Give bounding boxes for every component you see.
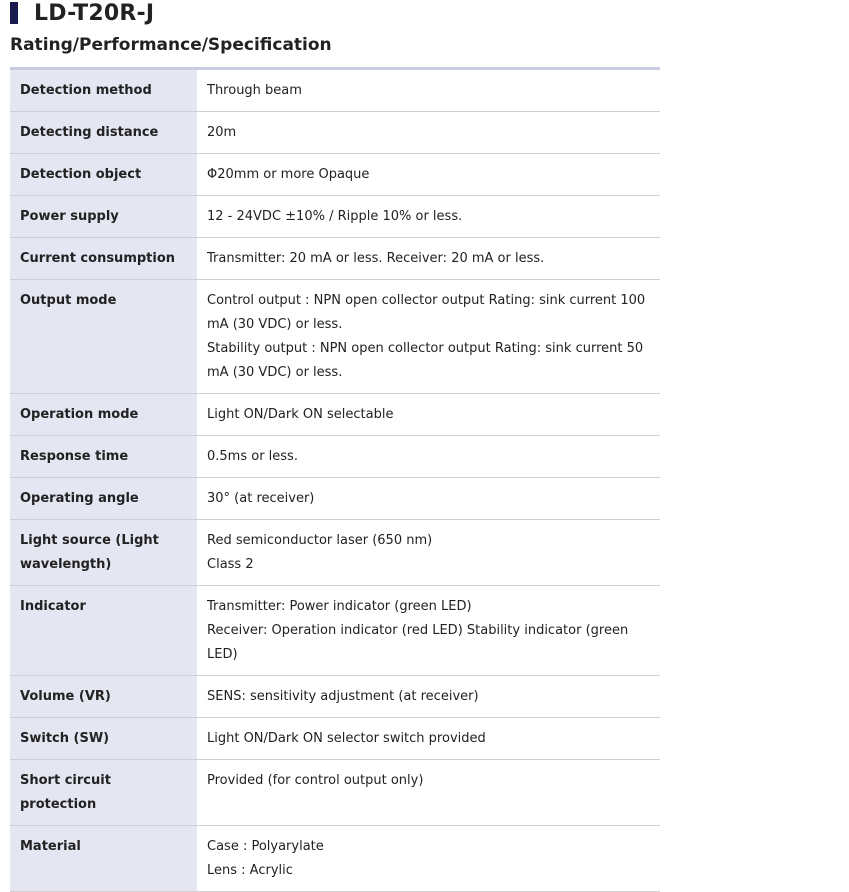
spec-table [10,67,660,892]
spec-value-line: Case : Polyarylate [207,839,324,854]
spec-label: Indicator [10,586,197,676]
table-row [10,718,660,760]
spec-value-line: Red semiconductor laser (650 nm) [207,533,433,548]
spec-label: Current consumption [10,238,197,280]
spec-value-line: 30° (at receiver) [207,491,315,506]
spec-value [197,586,660,676]
spec-value [197,826,660,892]
section-title: Rating/Performance/Specification [10,35,332,55]
spec-value [197,676,660,718]
spec-value-line: Through beam [207,83,302,98]
spec-value [197,478,660,520]
spec-value [197,238,660,280]
spec-label: Operating angle [10,478,197,520]
spec-label: Switch (SW) [10,718,197,760]
table-row [10,760,660,826]
table-row [10,196,660,238]
spec-value [197,520,660,586]
table-row [10,826,660,892]
product-title: LD-T20R-J [34,0,155,26]
spec-value [197,69,660,112]
spec-label: Output mode [10,280,197,394]
spec-value-line: Stability output : NPN open collector output Rating: sink current 50 mA (30 VDC) or less. [207,341,644,380]
spec-value-line: Transmitter: 20 mA or less. Receiver: 20 mA or less. [207,251,545,266]
spec-value-line: SENS: sensitivity adjustment (at receiver) [207,689,479,704]
spec-value-line: Provided (for control output only) [207,773,424,788]
spec-label: Light source (Light wavelength) [10,520,197,586]
spec-label: Short circuit protection [10,760,197,826]
spec-value-line: 20m [207,125,237,140]
table-row [10,394,660,436]
spec-value-line: 12 - 24VDC ±10% / Ripple 10% or less. [207,209,463,224]
table-row [10,69,660,112]
spec-value-line: Control output : NPN open collector output Rating: sink current 100 mA (30 VDC) or less. [207,293,646,332]
title-accent-bar [10,2,18,24]
table-row [10,520,660,586]
spec-label: Power supply [10,196,197,238]
spec-value-line: Φ20mm or more Opaque [207,167,370,182]
spec-value-line: Receiver: Operation indicator (red LED) Stability indicator (green LED) [207,623,629,662]
product-header [10,0,154,26]
table-row [10,238,660,280]
spec-value [197,154,660,196]
table-row [10,478,660,520]
spec-value [197,718,660,760]
spec-label: Detecting distance [10,112,197,154]
table-row [10,112,660,154]
spec-value-line: Light ON/Dark ON selectable [207,407,394,422]
spec-value [197,112,660,154]
spec-label: Detection method [10,69,197,112]
spec-label: Response time [10,436,197,478]
spec-value-line: Transmitter: Power indicator (green LED) [207,599,472,614]
spec-value [197,196,660,238]
spec-value-line: 0.5ms or less. [207,449,298,464]
spec-value [197,394,660,436]
spec-value [197,760,660,826]
table-row [10,586,660,676]
spec-value [197,436,660,478]
table-row [10,154,660,196]
spec-label: Operation mode [10,394,197,436]
spec-label: Material [10,826,197,892]
spec-label: Volume (VR) [10,676,197,718]
spec-value-line: Lens : Acrylic [207,863,293,878]
spec-value [197,280,660,394]
spec-value-line: Light ON/Dark ON selector switch provided [207,731,486,746]
table-row [10,280,660,394]
spec-value-line: Class 2 [207,557,254,572]
spec-label: Detection object [10,154,197,196]
table-row [10,676,660,718]
table-row [10,436,660,478]
